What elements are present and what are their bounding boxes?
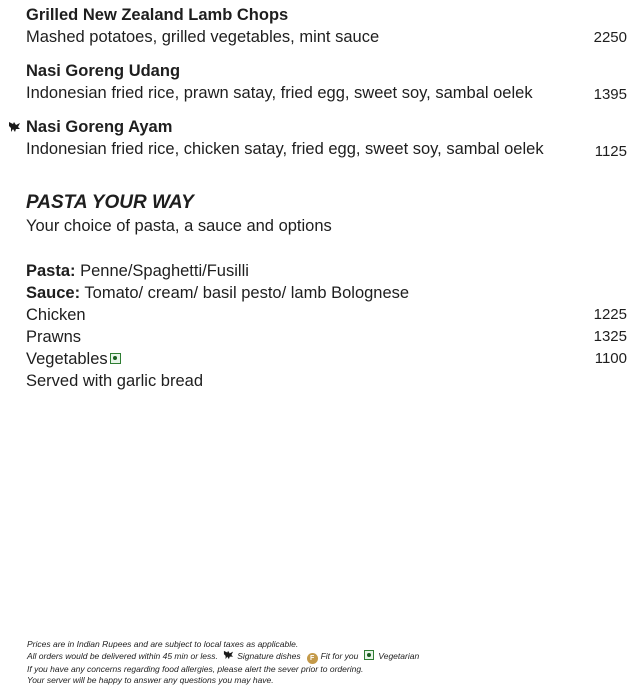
menu-item-nasi-goreng-udang <box>26 61 627 103</box>
footer-line-allergies: If you have any concerns regarding food allergies, please alert the sever prior to ordering. <box>27 664 364 674</box>
pasta-value: Penne/Spaghetti/Fusilli <box>80 262 249 280</box>
item-name: Grilled New Zealand Lamb Chops <box>26 6 289 24</box>
option-vegetables <box>26 348 627 370</box>
legend-fit-label: Fit for you <box>320 651 359 661</box>
sauce-value: Tomato/ cream/ basil pesto/ lamb Bolognese <box>84 284 410 302</box>
menu-item-lamb-chops <box>26 5 627 47</box>
footer-notes <box>27 639 419 686</box>
delivery-note: All orders would be delivered within 45 min or less. <box>27 651 218 661</box>
pasta-choice <box>26 260 627 282</box>
item-price: 1125 <box>594 143 627 160</box>
signature-dish-icon <box>223 650 234 660</box>
pasta-label: Pasta: <box>26 262 76 280</box>
item-price: 1395 <box>593 86 627 103</box>
item-description: Mashed potatoes, grilled vegetables, mint sauce <box>26 28 380 46</box>
signature-dish-icon <box>8 121 21 133</box>
footer-line-questions: Your server will be happy to answer any questions you may have. <box>27 675 274 685</box>
served-with-note <box>26 370 627 392</box>
item-name: Nasi Goreng Udang <box>26 62 181 80</box>
section-title: PASTA YOUR WAY <box>26 192 194 213</box>
menu-item-nasi-goreng-ayam <box>26 117 627 159</box>
vegetarian-icon <box>364 650 374 660</box>
option-name: Prawns <box>26 328 82 346</box>
legend-signature-label: Signature dishes <box>237 651 301 661</box>
option-price: 1325 <box>593 328 627 345</box>
sauce-label: Sauce: <box>26 284 81 302</box>
section-subtitle: Your choice of pasta, a sauce and options <box>26 217 332 235</box>
footer-line-prices: Prices are in Indian Rupees and are subject to local taxes as applicable. <box>27 639 299 649</box>
option-price: 1225 <box>593 306 627 323</box>
item-description: Indonesian fried rice, prawn satay, fried egg, sweet soy, sambal oelek <box>26 84 533 102</box>
option-name: Vegetables <box>26 350 108 368</box>
option-chicken <box>26 304 627 326</box>
option-name: Chicken <box>26 306 86 324</box>
note-text: Served with garlic bread <box>26 372 204 390</box>
pasta-options <box>26 260 627 392</box>
option-price: 1100 <box>594 350 627 367</box>
vegetarian-icon <box>110 353 121 364</box>
footer-line-legend <box>27 650 419 664</box>
option-prawns <box>26 326 627 348</box>
item-name: Nasi Goreng Ayam <box>26 118 173 136</box>
sauce-choice <box>26 282 627 304</box>
legend-vegetarian-label: Vegetarian <box>378 651 420 661</box>
item-description: Indonesian fried rice, chicken satay, fried egg, sweet soy, sambal oelek <box>26 140 544 158</box>
fit-for-you-icon: F <box>307 653 318 664</box>
item-price: 2250 <box>593 29 627 46</box>
